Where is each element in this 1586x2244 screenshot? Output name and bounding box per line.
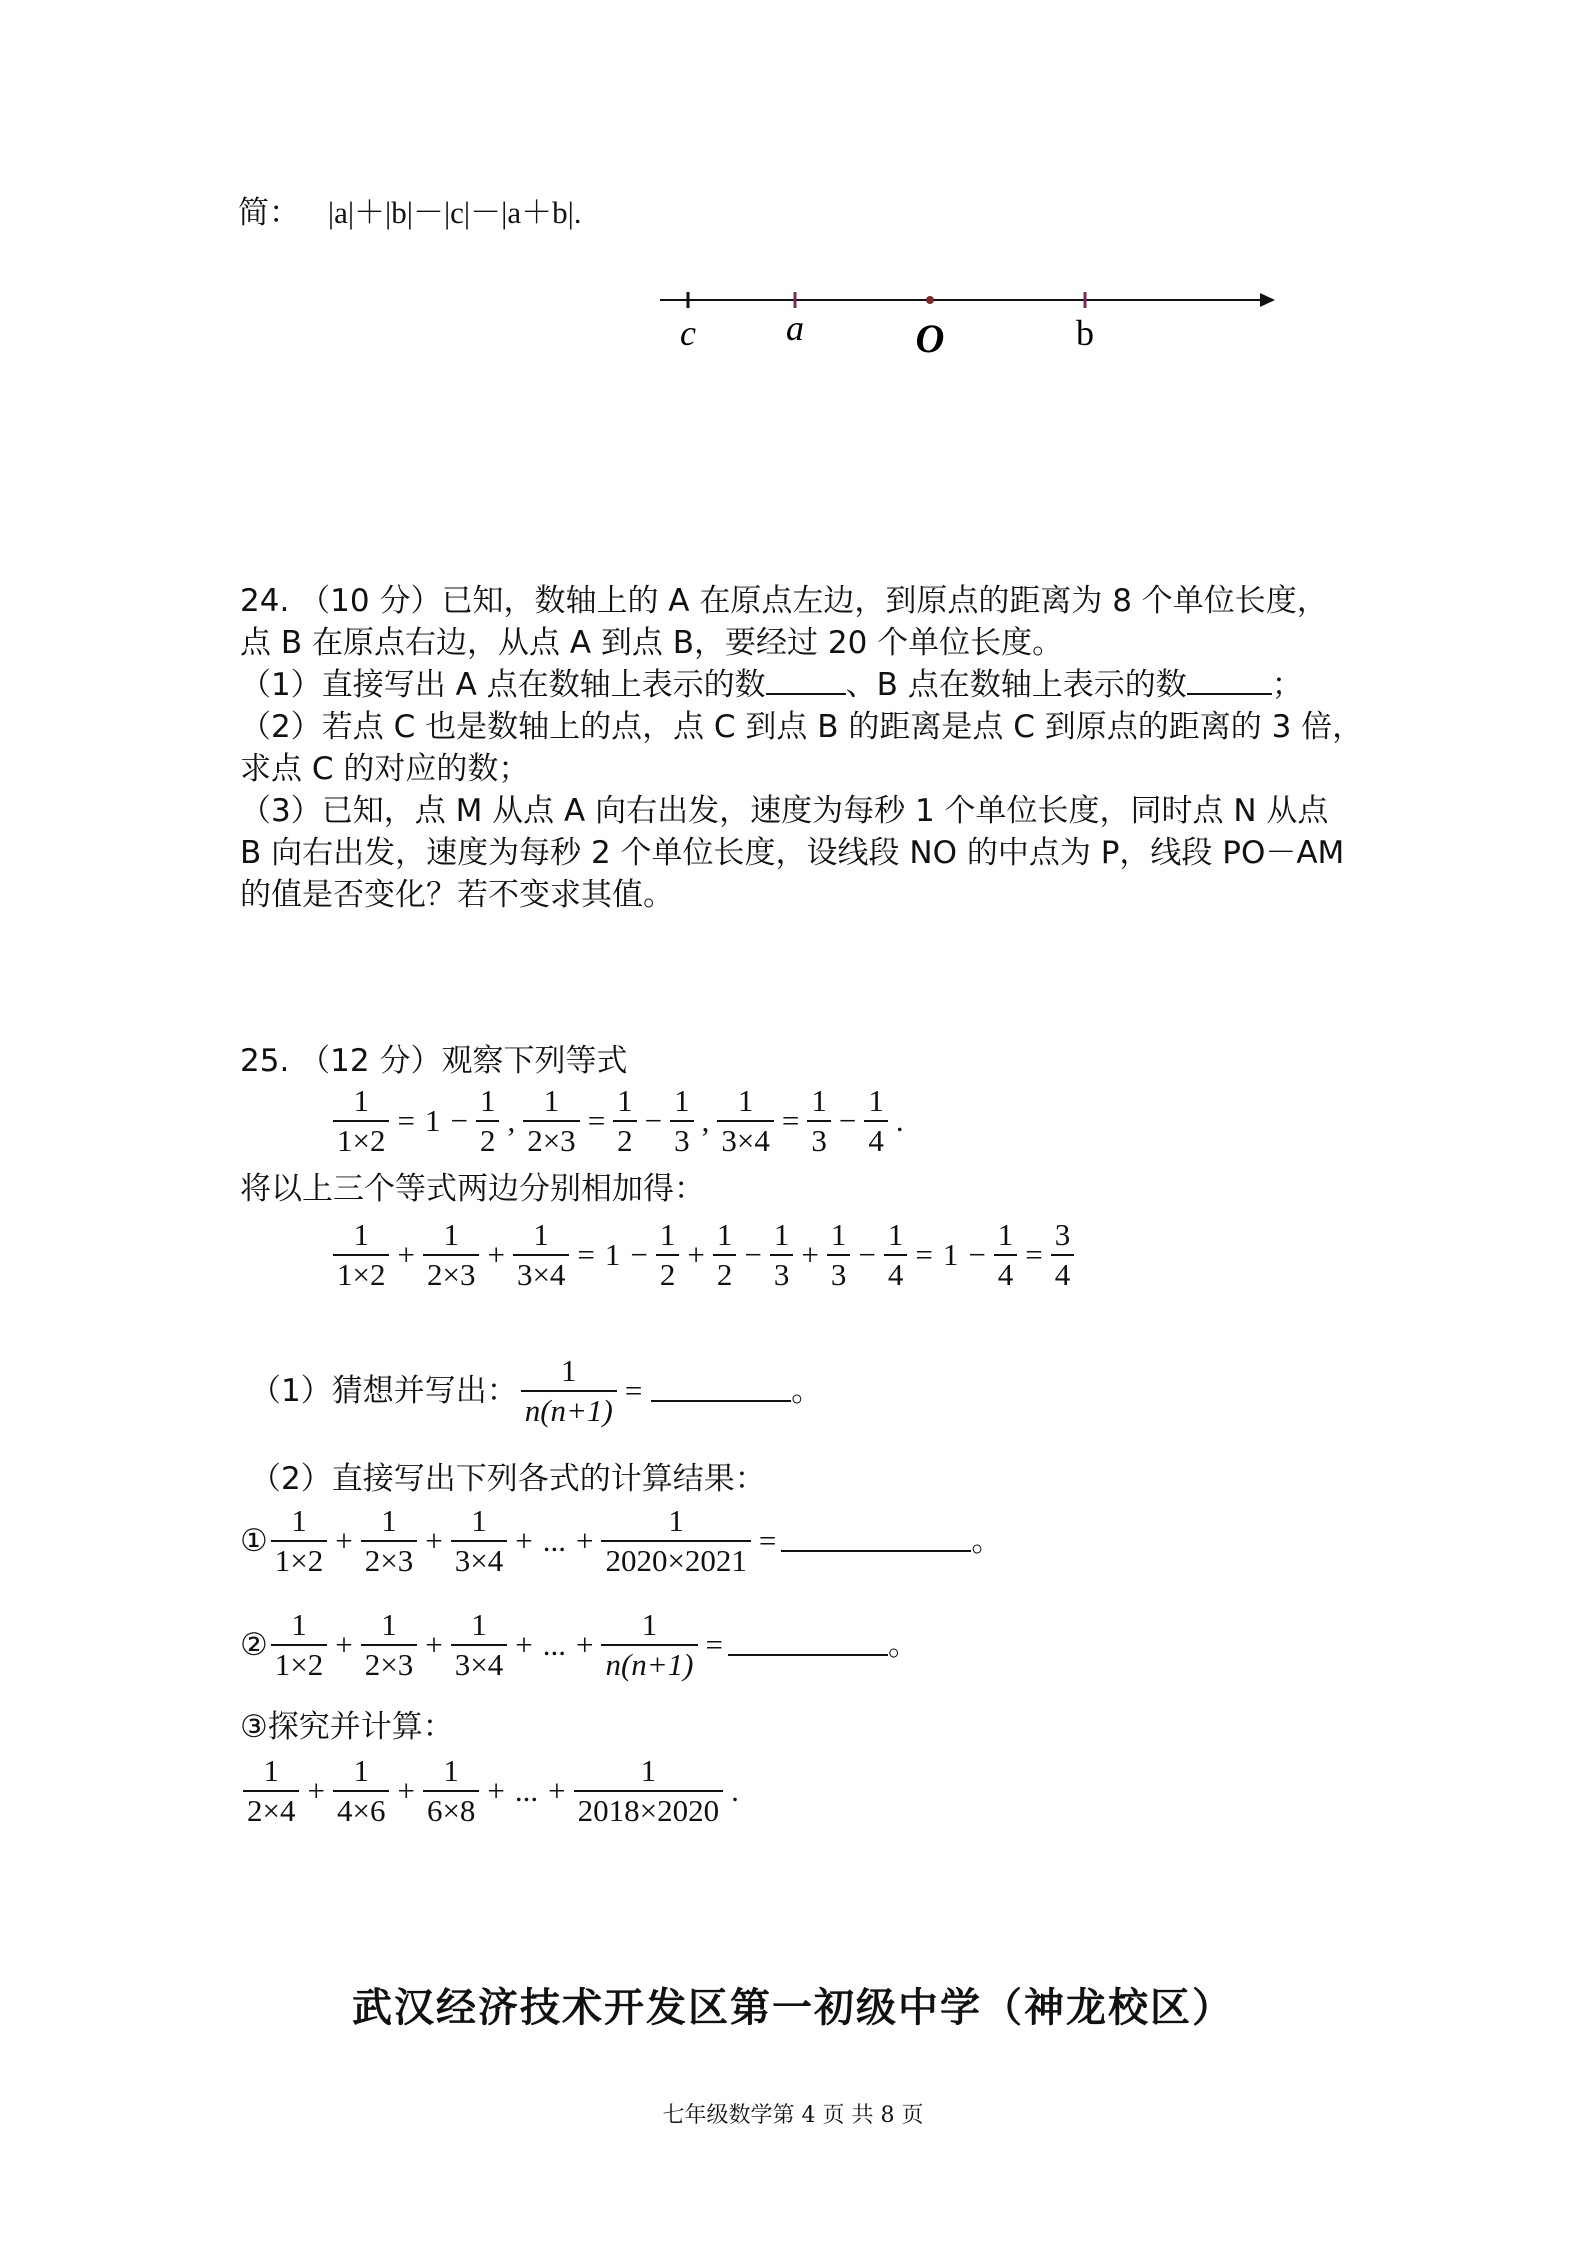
label-b: b xyxy=(1076,313,1094,353)
q24-part3-line1: （3）已知，点 M 从点 A 向右出发，速度为每秒 1 个单位长度，同时点 N 从点 xyxy=(240,793,1329,829)
fraction: $\frac{1}{3}$ xyxy=(827,1216,851,1294)
fraction: $\frac{1}{n(n+1)}$ xyxy=(601,1606,697,1684)
label-origin: O xyxy=(915,316,945,361)
q24-part2-line1: （2）若点 C 也是数轴上的点，点 C 到点 B 的距离是点 C 到原点的距离的 3 倍， xyxy=(240,709,1364,745)
fraction: $\frac{1}{4}$ xyxy=(994,1216,1018,1294)
fraction: $\frac{1}{3}$ xyxy=(807,1082,831,1160)
fraction: $\frac{1}{2\times 3}$ xyxy=(361,1502,417,1580)
answer-blank-b[interactable] xyxy=(1187,665,1272,695)
fraction: $\frac{1}{4}$ xyxy=(864,1082,888,1160)
q23-prefix: 简： xyxy=(238,195,300,231)
q25-part1-label: （1）猜想并写出： xyxy=(250,1373,518,1409)
fraction: $\frac{1}{3}$ xyxy=(770,1216,794,1294)
q24-part1-text-b: 、B 点在数轴上表示的数 xyxy=(845,667,1187,703)
number-line-arrow xyxy=(1260,293,1275,307)
q25-part2-label: （2）直接写出下列各式的计算结果： xyxy=(250,1461,766,1497)
q24-part3-line3: 的值是否变化？若不变求其值。 xyxy=(240,877,674,913)
q24-part1 xyxy=(240,664,1303,706)
fraction: $\frac{1}{1\times 2}$ xyxy=(333,1082,389,1160)
q25-part2-item1: ① $\frac{1}{1\times 2}$ + $\frac{1}{2\times 3}$ + $\frac{1}{3\times 4}$ + ... + $\frac{1}{2020\times 2021}$ = 。 xyxy=(240,1503,1003,1578)
fraction: $\frac{1}{6\times 8}$ xyxy=(423,1752,479,1830)
origin-point xyxy=(926,296,934,304)
fraction: $\frac{1}{3\times 4}$ xyxy=(451,1606,507,1684)
circled-one: ① xyxy=(240,1523,268,1559)
fraction: $\frac{1}{n(n+1)}$ xyxy=(521,1352,617,1430)
fraction: $\frac{1}{2018\times 2020}$ xyxy=(574,1752,723,1830)
fraction: $\frac{1}{2\times 3}$ xyxy=(523,1082,579,1160)
q25-part2-item3-label: ③探究并计算： xyxy=(240,1709,454,1745)
fraction: $\frac{1}{4}$ xyxy=(884,1216,908,1294)
q25-observed-equations: $\frac{1}{1\times 2}$ = 1 − $\frac{1}{2}$ , $\frac{1}{2\times 3}$ = $\frac{1}{2}$ − $\frac{1}{3}$ , $\frac{1}{3\times 4}$ = $\frac{1}{3}$ − $\frac{1}{4}$ . xyxy=(330,1082,909,1160)
school-name: 武汉经济技术开发区第一初级中学（神龙校区） xyxy=(352,1985,1234,2031)
page-footer: 七年级数学第 4 页 共 8 页 xyxy=(662,2103,924,2128)
q25-add-text: 将以上三个等式两边分别相加得： xyxy=(240,1171,705,1207)
q24-part1-text-c: ； xyxy=(1271,667,1303,703)
answer-blank-item1[interactable] xyxy=(781,1530,971,1552)
answer-blank-item2[interactable] xyxy=(728,1634,888,1656)
q25-part2-item2: ② $\frac{1}{1\times 2}$ + $\frac{1}{2\times 3}$ + $\frac{1}{3\times 4}$ + ... + $\frac{1}{n(n+1)}$ = 。 xyxy=(240,1607,919,1682)
fraction: $\frac{1}{3}$ xyxy=(670,1082,694,1160)
number-line xyxy=(655,280,1275,380)
fraction: $\frac{1}{2}$ xyxy=(656,1216,680,1294)
q25-part2-item3: $\frac{1}{2\times 4}$ + $\frac{1}{4\times 6}$ + $\frac{1}{6\times 8}$ + ... + $\frac{1}{2018\times 2020}$ . xyxy=(240,1752,744,1830)
q24-part3-line2: B 向右出发，速度为每秒 2 个单位长度，设线段 NO 的中点为 P，线段 PO－AM xyxy=(240,835,1345,871)
fraction: $\frac{1}{2\times 3}$ xyxy=(361,1606,417,1684)
fraction: $\frac{1}{2\times 3}$ xyxy=(423,1216,479,1294)
fraction: $\frac{1}{3\times 4}$ xyxy=(513,1216,569,1294)
answer-blank-part1[interactable] xyxy=(651,1380,791,1402)
fraction: $\frac{1}{2}$ xyxy=(613,1082,637,1160)
q23-prompt xyxy=(238,192,582,234)
fraction: $\frac{1}{3\times 4}$ xyxy=(451,1502,507,1580)
label-c: c xyxy=(680,313,696,353)
fraction: $\frac{1}{2\times 4}$ xyxy=(243,1752,299,1830)
label-a: a xyxy=(786,308,804,348)
fraction: $\frac{1}{4\times 6}$ xyxy=(333,1752,389,1830)
q25-part1: （1）猜想并写出： $\frac{1}{n(n+1)}$ = 。 xyxy=(250,1353,823,1428)
fraction: $\frac{1}{2}$ xyxy=(713,1216,737,1294)
q25-sum-equation: $\frac{1}{1\times 2}$ + $\frac{1}{2\times 3}$ + $\frac{1}{3\times 4}$ = 1 − $\frac{1}{2}$ + $\frac{1}{2}$ − $\frac{1}{3}$ + $\frac{1}{3}$ − $\frac{1}{4}$ = 1 − $\frac{1}{4}$ = $\frac{3}{4}$ xyxy=(330,1216,1077,1294)
q24-part2-line2: 求点 C 的对应的数； xyxy=(240,751,530,787)
q24-line1: 24. （10 分）已知，数轴上的 A 在原点左边，到原点的距离为 8 个单位长度， xyxy=(240,583,1328,619)
answer-blank-a[interactable] xyxy=(766,665,846,695)
fraction: $\frac{1}{1\times 2}$ xyxy=(333,1216,389,1294)
fraction: $\frac{3}{4}$ xyxy=(1051,1216,1075,1294)
q24-part1-text-a: （1）直接写出 A 点在数轴上表示的数 xyxy=(240,667,766,703)
fraction: $\frac{1}{1\times 2}$ xyxy=(271,1606,327,1684)
fraction: $\frac{1}{3\times 4}$ xyxy=(717,1082,773,1160)
q23-expression: |a|＋|b|－|c|－|a＋b|. xyxy=(327,195,582,230)
q25-heading: 25. （12 分）观察下列等式 xyxy=(240,1043,628,1079)
fraction: $\frac{1}{1\times 2}$ xyxy=(271,1502,327,1580)
fraction: $\frac{1}{2020\times 2021}$ xyxy=(601,1502,750,1580)
fraction: $\frac{1}{2}$ xyxy=(476,1082,500,1160)
q24-line2: 点 B 在原点右边，从点 A 到点 B，要经过 20 个单位长度。 xyxy=(240,625,1064,661)
circled-two: ② xyxy=(240,1627,268,1663)
